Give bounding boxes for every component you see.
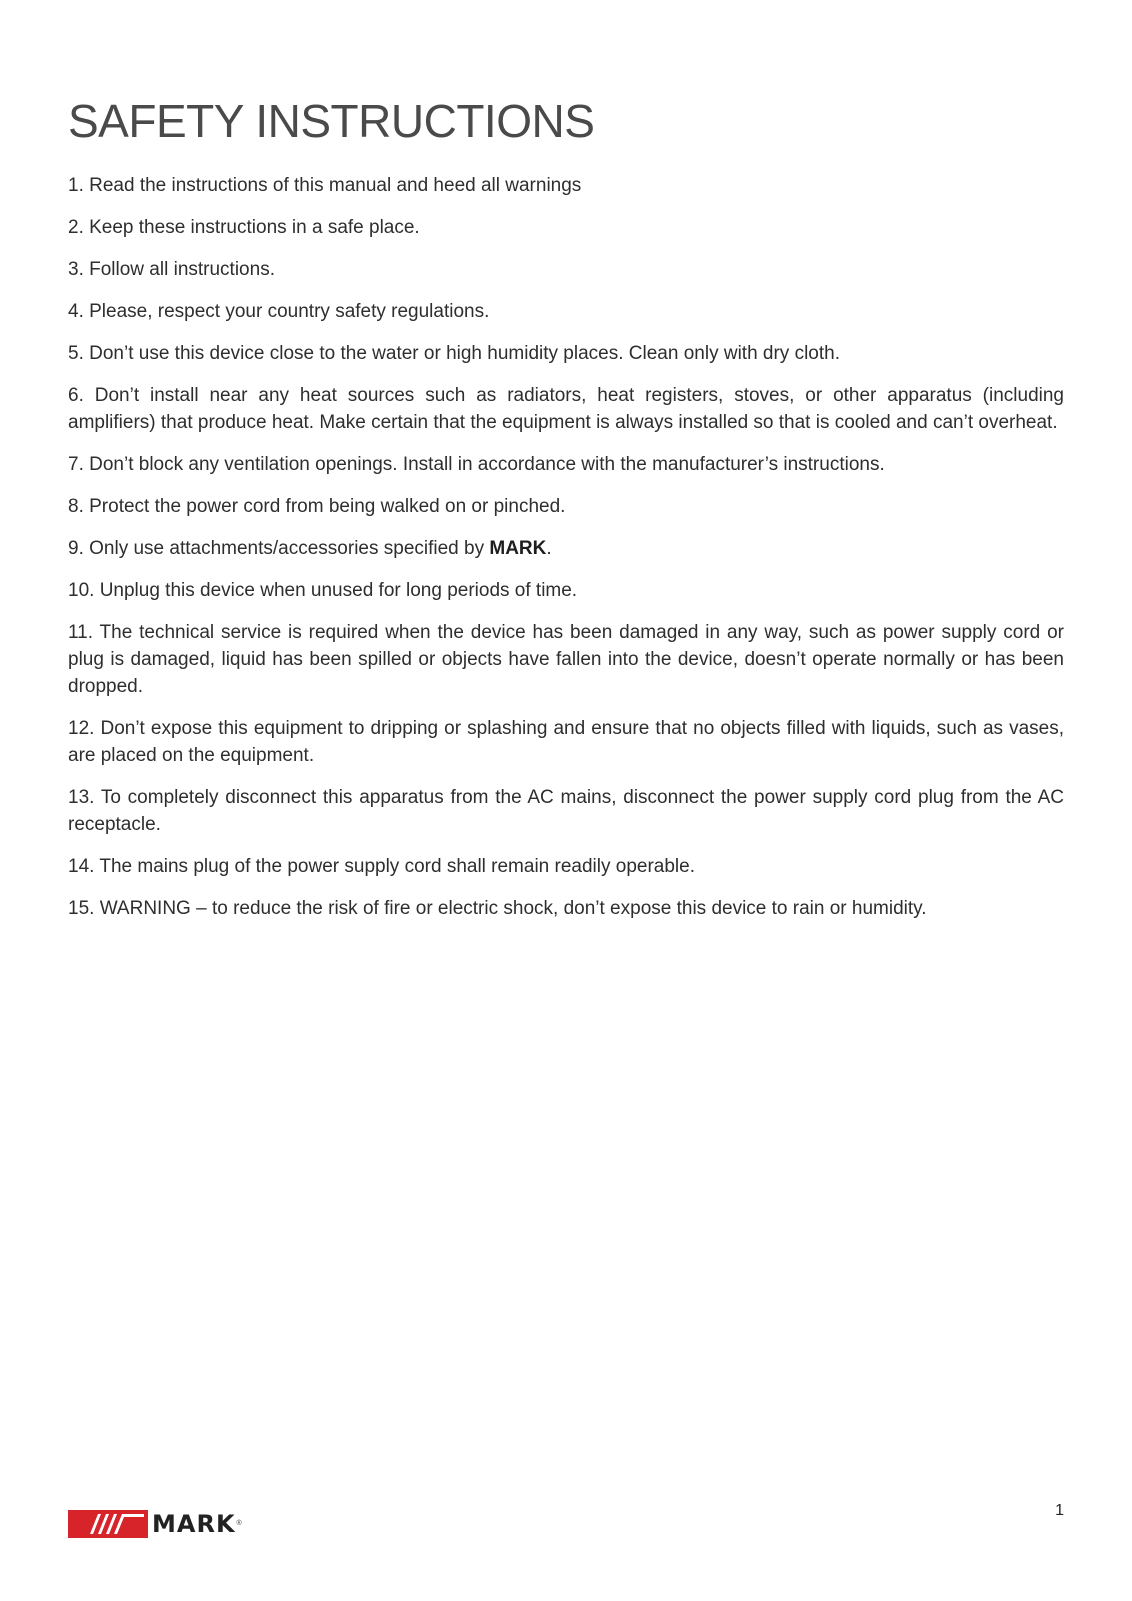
instruction-item: 13. To completely disconnect this apparatus from the AC mains, disconnect the power supply cord plug from the AC receptacle. [68, 787, 1064, 835]
instruction-item: 8. Protect the power cord from being walked on or pinched. [68, 496, 566, 517]
registered-mark: ® [236, 1520, 242, 1527]
instruction-item: 6. Don’t install near any heat sources such as radiators, heat registers, stoves, or other apparatus (including amplifiers) that produce heat. Make certain that the equipment is always installed so that is cooled and can’t overheat. [68, 385, 1064, 433]
instruction-item: 2. Keep these instructions in a safe place. [68, 217, 420, 238]
instruction-item [68, 535, 1064, 562]
logo-wordmark: MARK [152, 1510, 236, 1538]
instruction-item: 12. Don’t expose this equipment to dripping or splashing and ensure that no objects filled with liquids, such as vases, are placed on the equipment. [68, 718, 1064, 766]
page-title: SAFETY INSTRUCTIONS [68, 95, 595, 147]
brand-logo [68, 1510, 242, 1538]
instruction-item: 7. Don’t block any ventilation openings. Install in accordance with the manufacturer’s instructions. [68, 454, 885, 475]
instruction-item: 3. Follow all instructions. [68, 259, 275, 280]
instructions-list [68, 172, 1064, 937]
instruction-text: 9. Only use attachments/accessories specified by [68, 538, 490, 559]
logo-mark-icon [68, 1510, 148, 1538]
brand-name: MARK [489, 538, 547, 559]
instruction-item: 15. WARNING – to reduce the risk of fire or electric shock, don’t expose this device to rain or humidity. [68, 898, 927, 919]
instruction-item: 11. The technical service is required when the device has been damaged in any way, such as power supply cord or plug is damaged, liquid has been spilled or objects have fallen into the device, doesn’t operate normally or has been dropped. [68, 622, 1064, 697]
instruction-item: 1. Read the instructions of this manual and heed all warnings [68, 175, 582, 196]
instruction-text: . [546, 538, 552, 559]
instruction-item: 5. Don’t use this device close to the water or high humidity places. Clean only with dry cloth. [68, 343, 840, 364]
page-number: 1 [1055, 1502, 1064, 1519]
instruction-item: 4. Please, respect your country safety regulations. [68, 301, 490, 322]
instruction-item: 10. Unplug this device when unused for long periods of time. [68, 580, 578, 601]
instruction-item: 14. The mains plug of the power supply cord shall remain readily operable. [68, 856, 695, 877]
